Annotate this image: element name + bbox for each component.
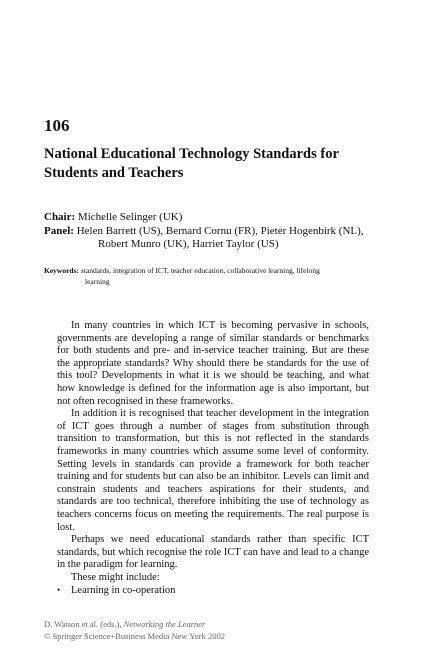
chapter-title-line-2: Students and Teachers: [44, 165, 184, 181]
bullet-list: [57, 584, 369, 598]
paragraph-2: In addition it is recognised that teacher development in the integration of ICT goes through a number of stages from substitution through transition to transformation, but this is not reflected in the standards frameworks in many countries which assume some level of conformity. Setting levels in standards can provide a framework for both teacher training and for students but can also be an inhibitor. Levels can limit and constrain students and teachers aspirations for their students, and standards are too technical, therefore inhibiting the use of technology as teachers concerns focus on meeting the requirements. The real purpose is lost.: [57, 408, 369, 533]
bullet-text: Learning in co-operation: [71, 585, 176, 597]
panel-line: [44, 225, 414, 239]
panel-names-line-2: Robert Munro (UK), Harriet Taylor (US): [98, 238, 279, 250]
keywords-text-2: learning: [85, 277, 110, 286]
paragraph-3: Perhaps we need educational standards rather than specific ICT standards, but which recognise the role ICT can have and lead to a change in the paradigm for learning.: [57, 534, 369, 571]
chair-names: Michelle Selinger (UK): [77, 211, 183, 223]
chapter-title-line-1: National Educational Technology Standards for: [44, 146, 339, 162]
chair-label: Chair:: [44, 211, 76, 223]
citation-title: Networking the Learner: [123, 619, 206, 629]
keywords-text-1: standards, integration of ICT, teacher education, collaborative learning, lifelong: [80, 266, 320, 275]
paragraph-4: These might include:: [71, 571, 160, 583]
footer-copyright: © Springer Science+Business Media New York 2002: [44, 630, 225, 641]
keywords-label: Keywords:: [44, 266, 79, 275]
credits-block: [44, 211, 414, 252]
body-text: [57, 320, 369, 598]
list-item: [57, 584, 369, 598]
chair-line: [44, 211, 414, 225]
panel-names-line-1: Helen Barrett (US), Bernard Cornu (FR), Pieter Hogenbirk (NL),: [76, 224, 364, 237]
footer-citation: [44, 619, 225, 631]
keywords-block: [44, 265, 394, 287]
bullet-icon: •: [57, 585, 61, 596]
footer: [44, 619, 225, 642]
chapter-title: [44, 145, 404, 183]
keywords-line-1: [44, 265, 394, 276]
citation-prefix: D. Watson et al. (eds.),: [44, 619, 122, 629]
chapter-number: 106: [44, 116, 70, 135]
panel-label: Panel:: [44, 224, 74, 237]
paragraph-1: In many countries in which ICT is becoming pervasive in schools, governments are developing a range of similar standards or benchmarks for both students and pre- and in-service teacher training. But are these the appropriate standards? Why should there be standards for the use of this tool? Developments in what it is we should be teaching, and what how knowledge is defined for the information age is also important, but not often recognised in these frameworks.: [57, 320, 369, 407]
